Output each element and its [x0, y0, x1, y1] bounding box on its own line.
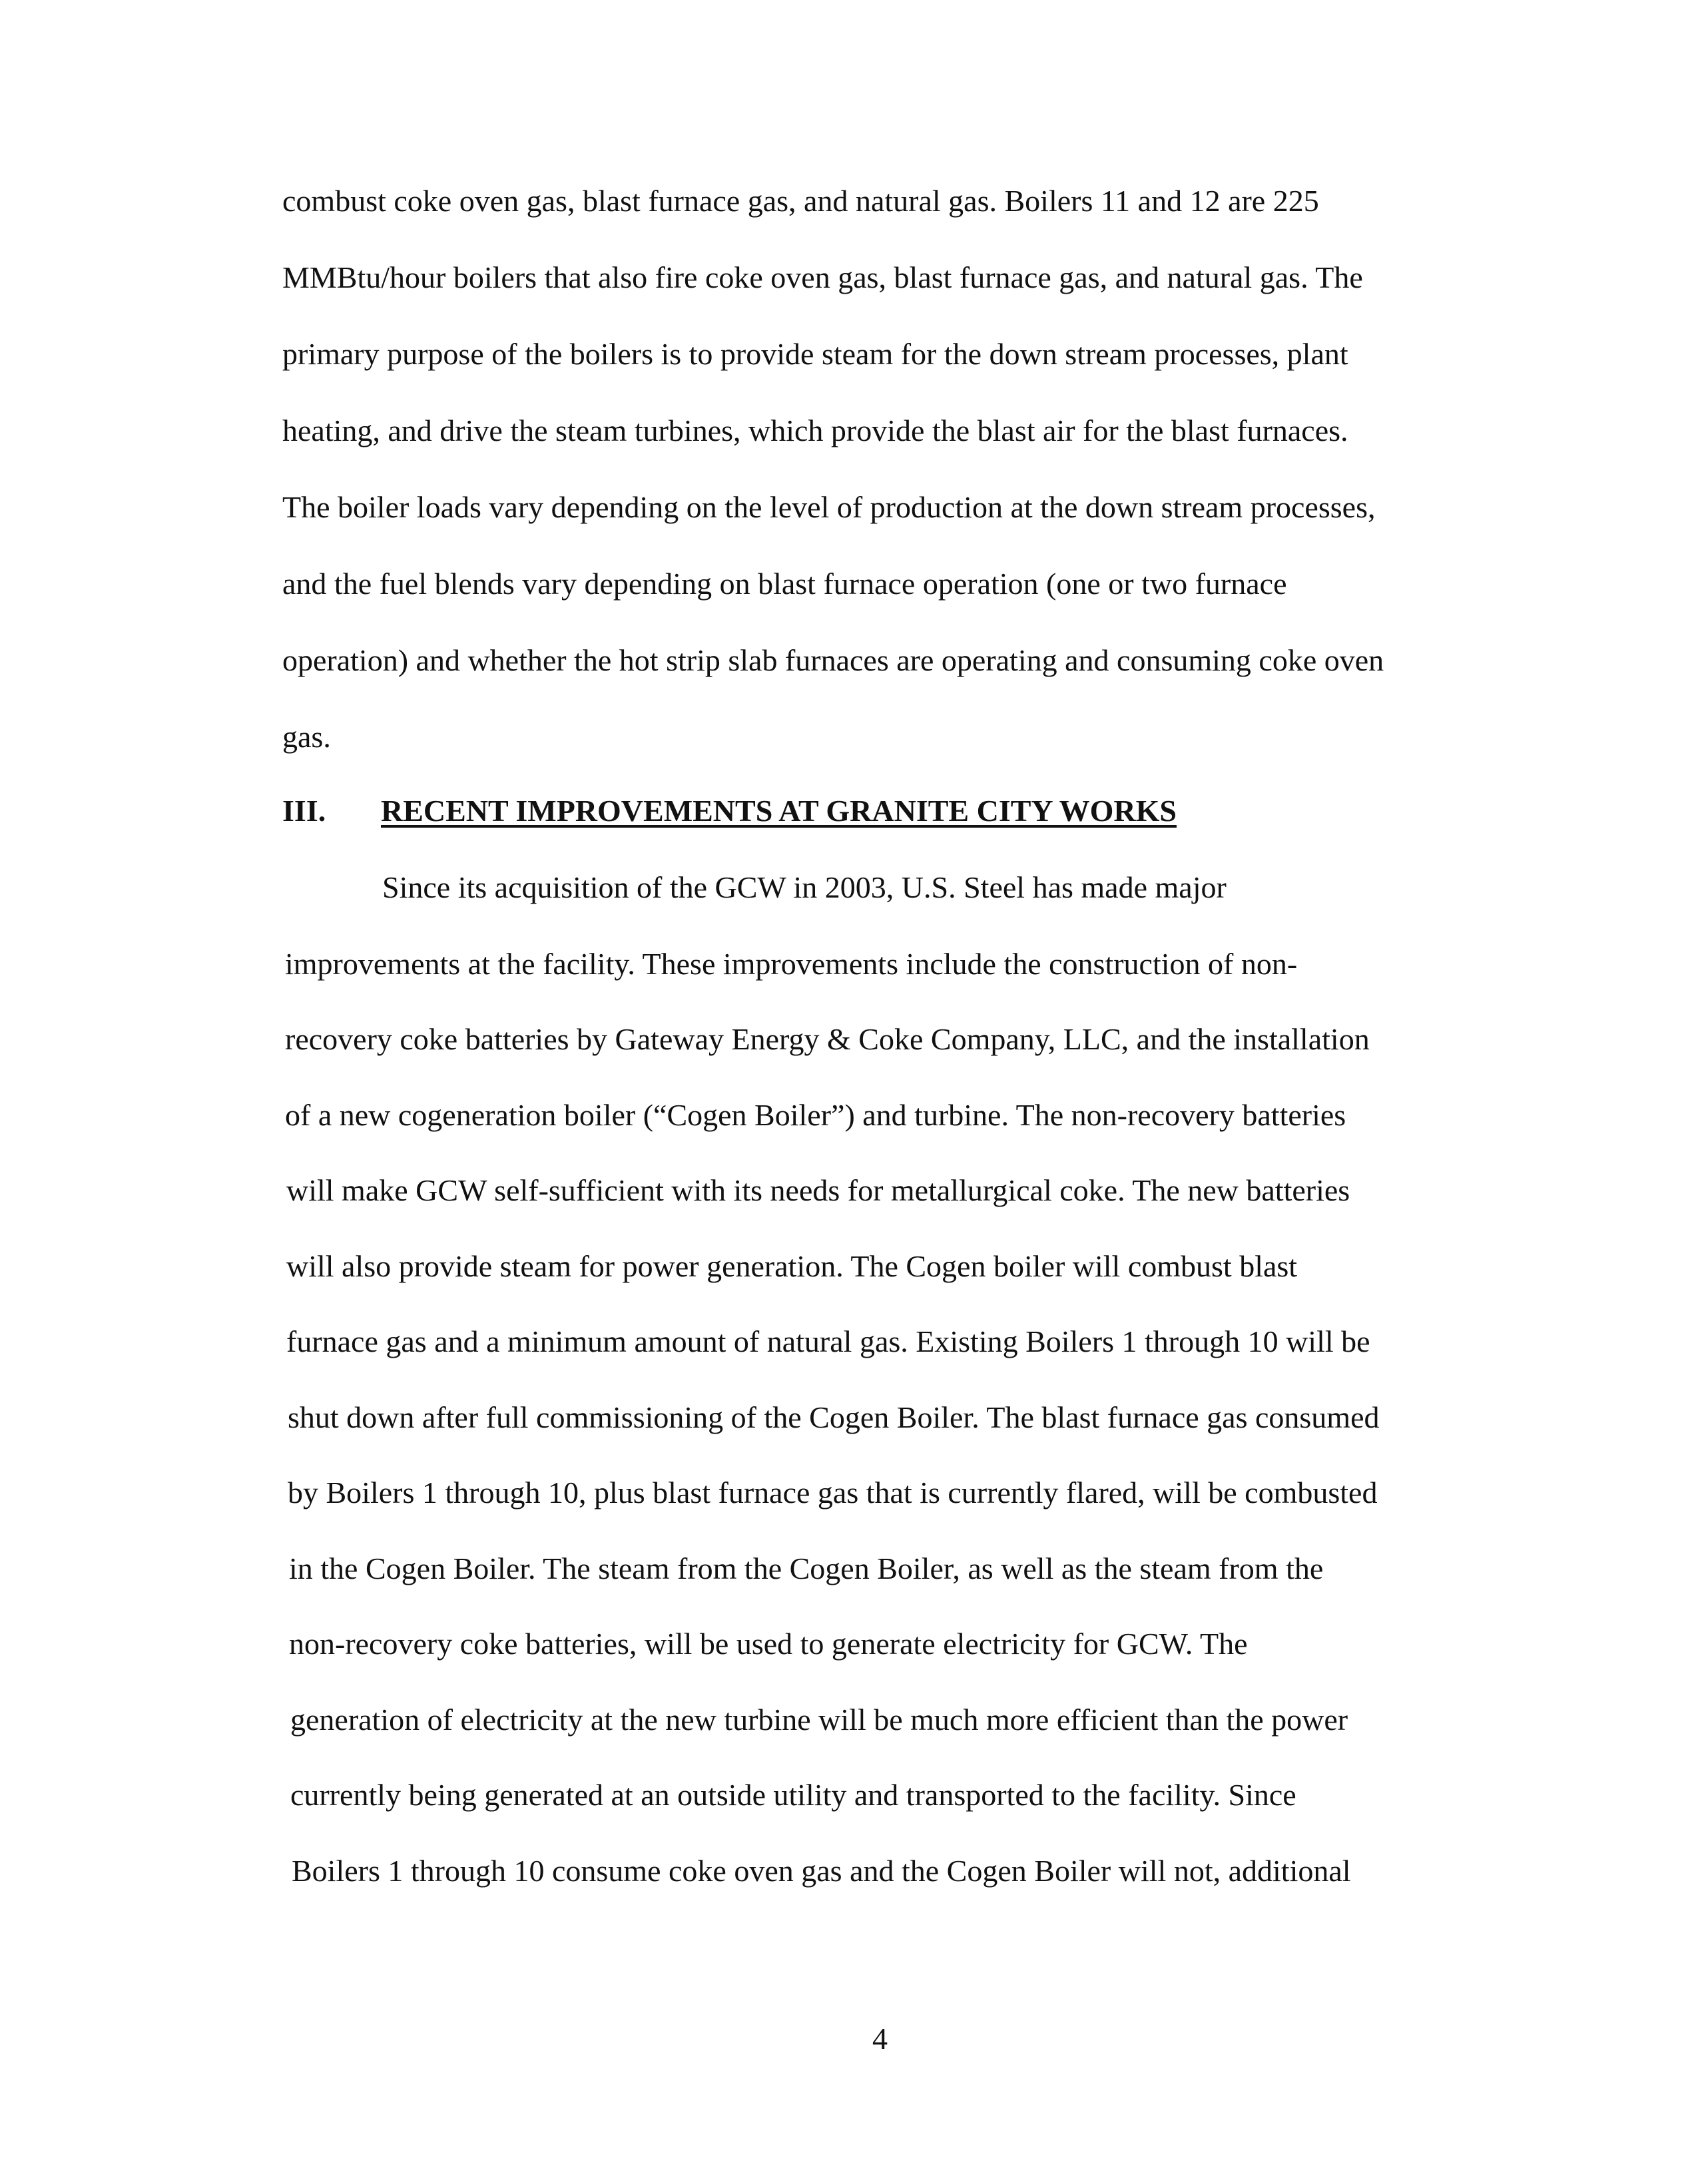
text-line: in the Cogen Boiler. The steam from the Cogen Boiler, as well as the steam from the: [289, 1551, 1324, 1585]
text-line: MMBtu/hour boilers that also fire coke oven gas, blast furnace gas, and natural gas. The: [282, 260, 1363, 294]
text-line: shut down after full commissioning of the Cogen Boiler. The blast furnace gas consumed: [288, 1400, 1380, 1434]
text-line: recovery coke batteries by Gateway Energy & Coke Company, LLC, and the installation: [285, 1022, 1370, 1056]
text-line: gas.: [282, 720, 331, 754]
text-line: of a new cogeneration boiler (“Cogen Boiler”) and turbine. The non-recovery batteries: [285, 1098, 1346, 1132]
text-line: by Boilers 1 through 10, plus blast furnace gas that is currently flared, will be combusted: [288, 1476, 1378, 1509]
text-line: generation of electricity at the new turbine will be much more efficient than the power: [290, 1703, 1348, 1737]
text-line: combust coke oven gas, blast furnace gas, and natural gas. Boilers 11 and 12 are 225: [282, 184, 1319, 218]
text-line: operation) and whether the hot strip slab furnaces are operating and consuming coke oven: [282, 643, 1384, 677]
text-line: currently being generated at an outside utility and transported to the facility. Since: [290, 1778, 1296, 1812]
text-line: furnace gas and a minimum amount of natural gas. Existing Boilers 1 through 10 will be: [286, 1324, 1370, 1358]
section-title: RECENT IMPROVEMENTS AT GRANITE CITY WORKS: [381, 794, 1177, 828]
text-line: will make GCW self-sufficient with its needs for metallurgical coke. The new batteries: [286, 1173, 1350, 1207]
section-number: III.: [282, 794, 326, 828]
text-line: The boiler loads vary depending on the level of production at the down stream processes,: [282, 490, 1376, 524]
text-line: improvements at the facility. These improvements include the construction of non-: [285, 947, 1298, 981]
text-line: Boilers 1 through 10 consume coke oven gas and the Cogen Boiler will not, additional: [292, 1854, 1351, 1888]
text-line: heating, and drive the steam turbines, which provide the blast air for the blast furnaces.: [282, 413, 1348, 447]
text-line: primary purpose of the boilers is to provide steam for the down stream processes, plant: [282, 337, 1348, 371]
text-line: Since its acquisition of the GCW in 2003, U.S. Steel has made major: [382, 870, 1227, 904]
page-number: 4: [872, 2022, 888, 2055]
text-line: non-recovery coke batteries, will be used to generate electricity for GCW. The: [289, 1627, 1248, 1661]
text-line: and the fuel blends vary depending on blast furnace operation (one or two furnace: [282, 567, 1287, 601]
text-line: will also provide steam for power generation. The Cogen boiler will combust blast: [286, 1249, 1298, 1283]
